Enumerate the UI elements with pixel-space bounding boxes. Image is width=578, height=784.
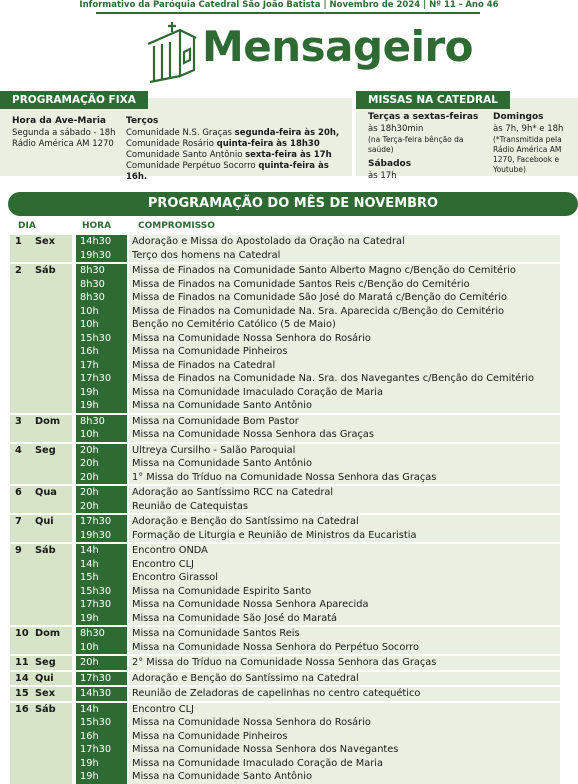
day-cell [10,716,72,730]
schedule-row [10,598,560,612]
schedule-row [10,444,560,458]
day-number: 9 [15,545,22,556]
event-cell: Terço dos homens na Catedral [129,249,560,263]
event-cell: 2° Missa do Tríduo na Comunidade Nossa Senhora das Graças [129,656,560,670]
event-cell: Encontro CLJ [129,703,560,717]
day-cell [10,235,72,249]
event-cell: Missa de Finados na Comunidade Santo Alberto Magno c/Benção do Cemitério [129,264,560,278]
schedule-row [10,515,560,529]
schedule-row [10,486,560,500]
schedule-row [10,627,560,641]
day-cell [10,428,72,442]
time-cell: 20h [76,444,127,458]
time-cell: 17h30 [76,598,127,612]
schedule-row [10,399,560,413]
time-cell: 10h [76,305,127,319]
schedule-row [10,249,560,263]
day-cell [10,305,72,319]
day-cell [10,598,72,612]
schedule-row [10,264,560,278]
time-cell: 15h30 [76,332,127,346]
schedule-row [10,743,560,757]
terco-line: Comunidade Santo Antônio sexta-feira às 17h [126,150,332,160]
day-cell [10,515,72,529]
newsletter-title: Mensageiro [202,22,474,71]
event-cell: Missa na Comunidade Nossa Senhora das Graças [129,428,560,442]
domingos-note: (*Transmitida pela Rádio América AM 1270, Facebook e Youtube) [493,135,562,174]
col-header-dia: DIA [18,221,36,231]
event-cell: Missa de Finados na Comunidade São José do Maratá c/Benção do Cemitério [129,291,560,305]
col-header-compromisso: COMPROMISSO [138,221,215,231]
weekday: Sex [35,688,56,699]
day-cell [10,743,72,757]
time-cell: 19h [76,612,127,626]
day-cell [10,612,72,626]
schedule-row [10,457,560,471]
schedule-row [10,703,560,717]
domingos-heading: Domingos [493,112,544,122]
sabados-heading: Sábados [368,159,412,169]
church-icon [140,16,202,88]
time-cell: 20h [76,500,127,514]
schedule-row [10,571,560,585]
event-cell: Adoração e Missa do Apostolado da Oração na Catedral [129,235,560,249]
event-cell: Missa na Comunidade Santo Antônio [129,457,560,471]
day-cell [10,318,72,332]
time-cell: 19h30 [76,529,127,543]
time-cell: 14h30 [76,235,127,249]
day-number: 3 [15,415,22,427]
day-cell [10,264,72,278]
day-cell [10,529,72,543]
weekday: Seg [35,657,56,668]
time-cell: 15h30 [76,585,127,599]
day-cell [10,703,72,717]
event-cell: Reunião de Zeladoras de capelinhas no centro catequético [129,687,560,701]
event-cell: Missa na Comunidade Nossa Senhora do Perpétuo Socorro [129,641,560,655]
weekday: Sex [35,236,56,247]
terco-line: Comunidade Perpétuo Socorro quinta-feira às 16h. [126,161,329,182]
schedule-row [10,291,560,305]
sabados-time: às 17h [368,171,397,181]
time-cell: 8h30 [76,264,127,278]
time-cell: 20h [76,457,127,471]
time-cell: 14h [76,703,127,717]
day-cell [10,372,72,386]
ave-maria-block [12,116,120,150]
event-cell: Missa na Comunidade Bom Pastor [129,415,560,429]
weekday: Qui [35,672,54,684]
weekday: Seg [35,444,56,456]
schedule-row [10,585,560,599]
schedule-row [10,428,560,442]
event-cell: Missa na Comunidade Santos Reis [129,627,560,641]
time-cell: 16h [76,730,127,744]
day-cell [10,672,72,686]
event-cell: Reunião de Catequistas [129,500,560,514]
event-cell: Adoração e Benção do Santíssimo na Catedral [129,515,560,529]
day-cell [10,399,72,413]
event-cell: Encontro Girassol [129,571,560,585]
schedule-row [10,770,560,784]
time-cell: 10h [76,318,127,332]
day-cell [10,278,72,292]
day-cell [10,359,72,373]
time-cell: 16h [76,345,127,359]
time-cell: 14h [76,558,127,572]
day-cell [10,585,72,599]
event-cell: Missa na Comunidade Imaculado Coração de Maria [129,757,560,771]
time-cell: 20h [76,656,127,670]
schedule-table [10,235,560,784]
time-cell: 15h30 [76,716,127,730]
schedule-row [10,529,560,543]
event-cell: Missa na Comunidade São José do Maratá [129,612,560,626]
time-cell: 15h [76,571,127,585]
tercos-heading: Terços [126,116,159,126]
event-cell: Benção no Cemitério Católico (5 de Maio) [129,318,560,332]
day-cell [10,291,72,305]
programacao-fixa-tag: PROGRAMAÇÃO FIXA [0,91,148,109]
time-cell: 19h30 [76,249,127,263]
day-cell [10,386,72,400]
day-cell [10,345,72,359]
day-number: 14 [15,672,29,684]
day-cell [10,332,72,346]
schedule-row [10,612,560,626]
schedule-row [10,345,560,359]
event-cell: Missa de Finados na Comunidade Na. Sra. Aparecida c/Benção do Cemitério [129,305,560,319]
month-title-bar: PROGRAMAÇÃO DO MÊS DE NOVEMBRO [8,192,578,216]
weekday: Dom [35,628,61,639]
col-header-hora: HORA [82,221,112,231]
day-number: 15 [15,688,29,699]
day-number: 16 [15,703,29,715]
event-cell: Formação de Liturgia e Reunião de Ministros da Eucaristia [129,529,560,543]
day-cell [10,641,72,655]
event-cell: Missa na Comunidade Nossa Senhora do Rosário [129,716,560,730]
day-number: 6 [15,487,22,498]
day-cell [10,486,72,500]
schedule-row [10,278,560,292]
schedule-row [10,235,560,249]
tercas-note: (na Terça-feira bênção da saúde) [368,135,464,154]
time-cell: 20h [76,471,127,485]
day-cell [10,571,72,585]
time-cell: 8h30 [76,291,127,305]
event-cell: Missa na Comunidade Imaculado Coração de Maria [129,386,560,400]
schedule-row [10,558,560,572]
time-cell: 17h30 [76,515,127,529]
event-cell: Missa na Comunidade Pinheiros [129,345,560,359]
schedule-row [10,359,560,373]
schedule-row [10,471,560,485]
ave-maria-line: Rádio América AM 1270 [12,139,114,149]
schedule-row [10,544,560,558]
weekday: Sáb [35,545,56,556]
domingos-block [493,112,576,175]
day-cell [10,558,72,572]
event-cell: Adoração e Benção do Santíssimo na Catedral [129,672,560,686]
time-cell: 14h30 [76,687,127,701]
event-cell: Ultreya Cursilho - Salão Paroquial [129,444,560,458]
schedule-row [10,318,560,332]
event-cell: Missa de Finados na Comunidade Santos Reis c/Benção do Cemitério [129,278,560,292]
event-cell: Encontro CLJ [129,558,560,572]
time-cell: 19h [76,770,127,784]
time-cell: 17h30 [76,672,127,686]
time-cell: 10h [76,641,127,655]
schedule-row [10,672,560,686]
day-number: 7 [15,516,22,527]
weekday: Qui [35,516,54,527]
event-cell: Missa na Comunidade Pinheiros [129,730,560,744]
day-number: 11 [15,657,29,668]
domingos-time: às 7h, 9h* e 18h [493,124,564,134]
day-cell [10,415,72,429]
schedule-row [10,415,560,429]
event-cell: Adoração ao Santíssimo RCC na Catedral [129,486,560,500]
day-number: 2 [15,265,22,276]
event-cell: Missa de Finados na Comunidade Na. Sra. dos Navegantes c/Benção do Cemitério [129,372,560,386]
terco-line: Comunidade N.S. Graças segunda-feira às 20h, [126,128,340,138]
time-cell: 19h [76,399,127,413]
missas-catedral-tag: MISSAS NA CATEDRAL [356,91,510,109]
day-cell [10,249,72,263]
tercas-block [368,112,490,182]
event-cell: Missa na Comunidade Espirito Santo [129,585,560,599]
time-cell: 17h30 [76,372,127,386]
time-cell: 19h [76,757,127,771]
event-cell: Missa na Comunidade Nossa Senhora Aparecida [129,598,560,612]
ave-maria-line: Segunda a sábado - 18h [12,128,116,138]
event-cell: Missa na Comunidade Santo Antônio [129,399,560,413]
event-cell: Missa na Comunidade Nossa Senhora do Rosário [129,332,560,346]
day-cell [10,500,72,514]
newsletter-header: Informativo da Paróquia Catedral São João Batista | Novembro de 2024 | Nº 11 - Ano 46 [79,0,499,10]
weekday: Sáb [35,265,56,276]
day-number: 4 [15,444,22,456]
time-cell: 8h30 [76,627,127,641]
schedule-row [10,332,560,346]
weekday: Dom [35,415,61,427]
event-cell: Missa na Comunidade Santo Antônio [129,770,560,784]
schedule-row [10,386,560,400]
day-cell [10,730,72,744]
schedule-row [10,730,560,744]
weekday: Qua [35,487,57,498]
schedule-row [10,372,560,386]
day-cell [10,656,72,670]
day-cell [10,770,72,784]
time-cell: 14h [76,544,127,558]
weekday: Sáb [35,703,56,715]
ave-maria-heading: Hora da Ave-Maria [12,116,106,126]
schedule-row [10,305,560,319]
time-cell: 8h30 [76,278,127,292]
schedule-row [10,716,560,730]
day-cell [10,544,72,558]
tercos-block [126,116,352,183]
day-number: 10 [15,628,29,639]
schedule-row [10,656,560,670]
schedule-row [10,641,560,655]
day-number: 1 [15,236,22,247]
time-cell: 20h [76,486,127,500]
schedule-row [10,687,560,701]
tercas-heading: Terças a sextas-feiras [368,112,479,122]
day-cell [10,687,72,701]
time-cell: 17h30 [76,743,127,757]
time-cell: 19h [76,386,127,400]
day-cell [10,471,72,485]
time-cell: 17h [76,359,127,373]
schedule-row [10,500,560,514]
day-cell [10,627,72,641]
event-cell: Missa na Comunidade Nossa Senhora dos Navegantes [129,743,560,757]
day-cell [10,444,72,458]
time-cell: 10h [76,428,127,442]
event-cell: Missa de Finados na Catedral [129,359,560,373]
time-cell: 8h30 [76,415,127,429]
day-cell [10,457,72,471]
event-cell: 1° Missa do Tríduo na Comunidade Nossa Senhora das Graças [129,471,560,485]
terco-line: Comunidade Rosário quinta-feira às 18h30 [126,139,320,149]
tercas-time: às 18h30min [368,124,424,134]
event-cell: Encontro ONDA [129,544,560,558]
